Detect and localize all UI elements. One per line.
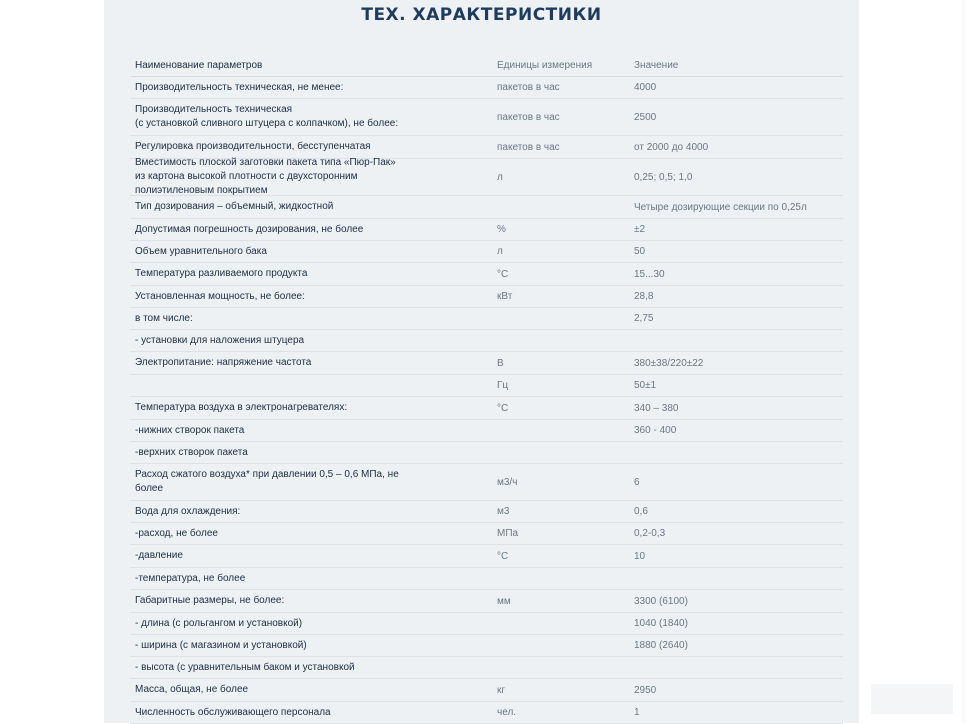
cell-value: 28,8 (634, 291, 654, 302)
cell-param: Допустимая погрешность дозирования, не более (135, 223, 364, 235)
cell-param: -температура, не более (135, 572, 246, 584)
table-row (130, 241, 843, 263)
cell-value: 1 (634, 707, 640, 718)
cell-param: в том числе: (135, 312, 193, 324)
table-row (130, 159, 843, 196)
cell-unit: пакетов в час (497, 141, 560, 153)
cell-value: Четыре дозирующие секции по 0,25л (634, 201, 807, 213)
cell-unit: чел. (497, 707, 517, 718)
table-row (130, 286, 843, 308)
table-header (130, 55, 843, 77)
cell-value: от 2000 до 4000 (634, 141, 709, 153)
specs-table (130, 55, 843, 724)
cell-unit: л (497, 246, 503, 257)
cell-param: -расход, не более (135, 527, 218, 539)
cell-param: - высота (с уравнительным баком и установкой (135, 661, 355, 673)
page-title: ТЕХ. ХАРАКТЕРИСТИКИ (361, 5, 602, 25)
cell-value: 10 (634, 550, 646, 562)
table-row (130, 702, 843, 724)
table-row (130, 352, 843, 375)
cell-param: Вода для охлаждения: (135, 505, 241, 517)
cell-param: - ширина (с магазином и установкой) (135, 639, 307, 651)
cell-value: 2500 (634, 111, 657, 123)
table-row (130, 679, 843, 702)
cell-unit: мм (497, 595, 511, 607)
cell-param: Численность обслуживающего персонала (135, 706, 331, 718)
cell-value: ±2 (634, 224, 646, 235)
cell-unit: пакетов в час (497, 82, 560, 93)
cell-unit: м3 (497, 506, 510, 517)
cell-unit: кВт (497, 291, 513, 302)
specs-panel (104, 0, 859, 723)
table-row (130, 308, 843, 330)
cell-value: 50±1 (634, 380, 657, 391)
cell-param: Габаритные размеры, не более: (135, 595, 285, 606)
cell-value: 2,75 (634, 313, 654, 324)
cell-unit: В (497, 357, 504, 369)
table-row (130, 590, 843, 613)
cell-param: Установленная мощность, не более: (135, 290, 305, 302)
cell-unit: Гц (497, 380, 509, 391)
cell-unit: °С (497, 402, 509, 414)
cell-unit: кг (497, 684, 506, 696)
cell-value: 50 (634, 246, 646, 257)
cell-value: 6 (634, 476, 640, 488)
cell-param: Масса, общая, не более (135, 684, 249, 695)
cell-value: 340 – 380 (634, 402, 679, 414)
cell-param: Температура воздуха в электронагревателях: (135, 402, 348, 413)
table-row (130, 263, 843, 286)
cell-unit: % (497, 224, 506, 235)
cell-param: Регулировка производительности, бесступенчатая (135, 141, 371, 152)
table-row (130, 613, 843, 635)
cell-param: -нижних створок пакета (135, 424, 245, 436)
header-param: Наименование параметров (135, 59, 263, 71)
cell-value: 0,25; 0,5; 1,0 (634, 171, 693, 183)
cell-unit: м3/ч (497, 476, 518, 488)
table-row (130, 375, 843, 397)
cell-param: Температура разливаемого продукта (135, 268, 308, 279)
cell-unit: МПа (497, 528, 519, 539)
cell-param: -давление (135, 550, 183, 561)
table-row (130, 501, 843, 523)
cell-unit: пакетов в час (497, 111, 560, 123)
table-row (130, 442, 843, 464)
cell-param: Производительность техническая, не менее: (135, 81, 344, 93)
cell-unit: °С (497, 550, 509, 562)
cell-value: 1040 (1840) (634, 618, 688, 629)
table-row (130, 523, 843, 545)
cell-param: -верхних створок пакета (135, 446, 248, 458)
table-row (130, 420, 843, 442)
cell-param: Объем уравнительного бака (135, 245, 267, 257)
cell-value: 4000 (634, 82, 657, 93)
cell-unit: °С (497, 268, 509, 280)
cell-value: 15...30 (634, 268, 665, 280)
table-row (130, 545, 843, 568)
table-row (130, 657, 843, 679)
header-unit: Единицы измерения (497, 60, 593, 71)
table-row (130, 77, 843, 99)
cell-param: Вместимость плоской заготовки пакета типа «Пюр-Пак» из картона высокой плотности с двухсторонним полиэтиленовым покрытием (135, 157, 396, 196)
cell-param: - установки для наложения штуцера (135, 334, 305, 346)
cell-value: 360 - 400 (634, 425, 677, 436)
page-edge (962, 0, 966, 723)
table-row (130, 397, 843, 420)
header-value: Значение (634, 60, 679, 71)
cell-param: Электропитание: напряжение частота (135, 357, 312, 368)
cell-param: - длина (с рольгангом и установкой) (135, 617, 303, 629)
blank-area (871, 684, 953, 714)
table-row (130, 464, 843, 501)
cell-value: 0,6 (634, 506, 648, 517)
cell-param: Расход сжатого воздуха* при давлении 0,5 – 0,6 МПа, не более (135, 469, 399, 494)
cell-value: 3300 (6100) (634, 595, 688, 607)
cell-value: 1880 (2640) (634, 640, 688, 651)
cell-unit: л (497, 171, 503, 183)
cell-param: Производительность техническая (с установкой сливного штуцера с колпачком), не более: (135, 104, 399, 129)
cell-value: 0,2-0,3 (634, 528, 666, 539)
table-row (130, 196, 843, 219)
cell-value: 380±38/220±22 (634, 357, 704, 369)
table-row (130, 219, 843, 241)
cell-value: 2950 (634, 684, 657, 696)
table-row (130, 330, 843, 352)
table-row (130, 99, 843, 136)
cell-param: Тип дозирования – объемный, жидкостной (135, 201, 334, 212)
table-row (130, 568, 843, 590)
table-row (130, 635, 843, 657)
